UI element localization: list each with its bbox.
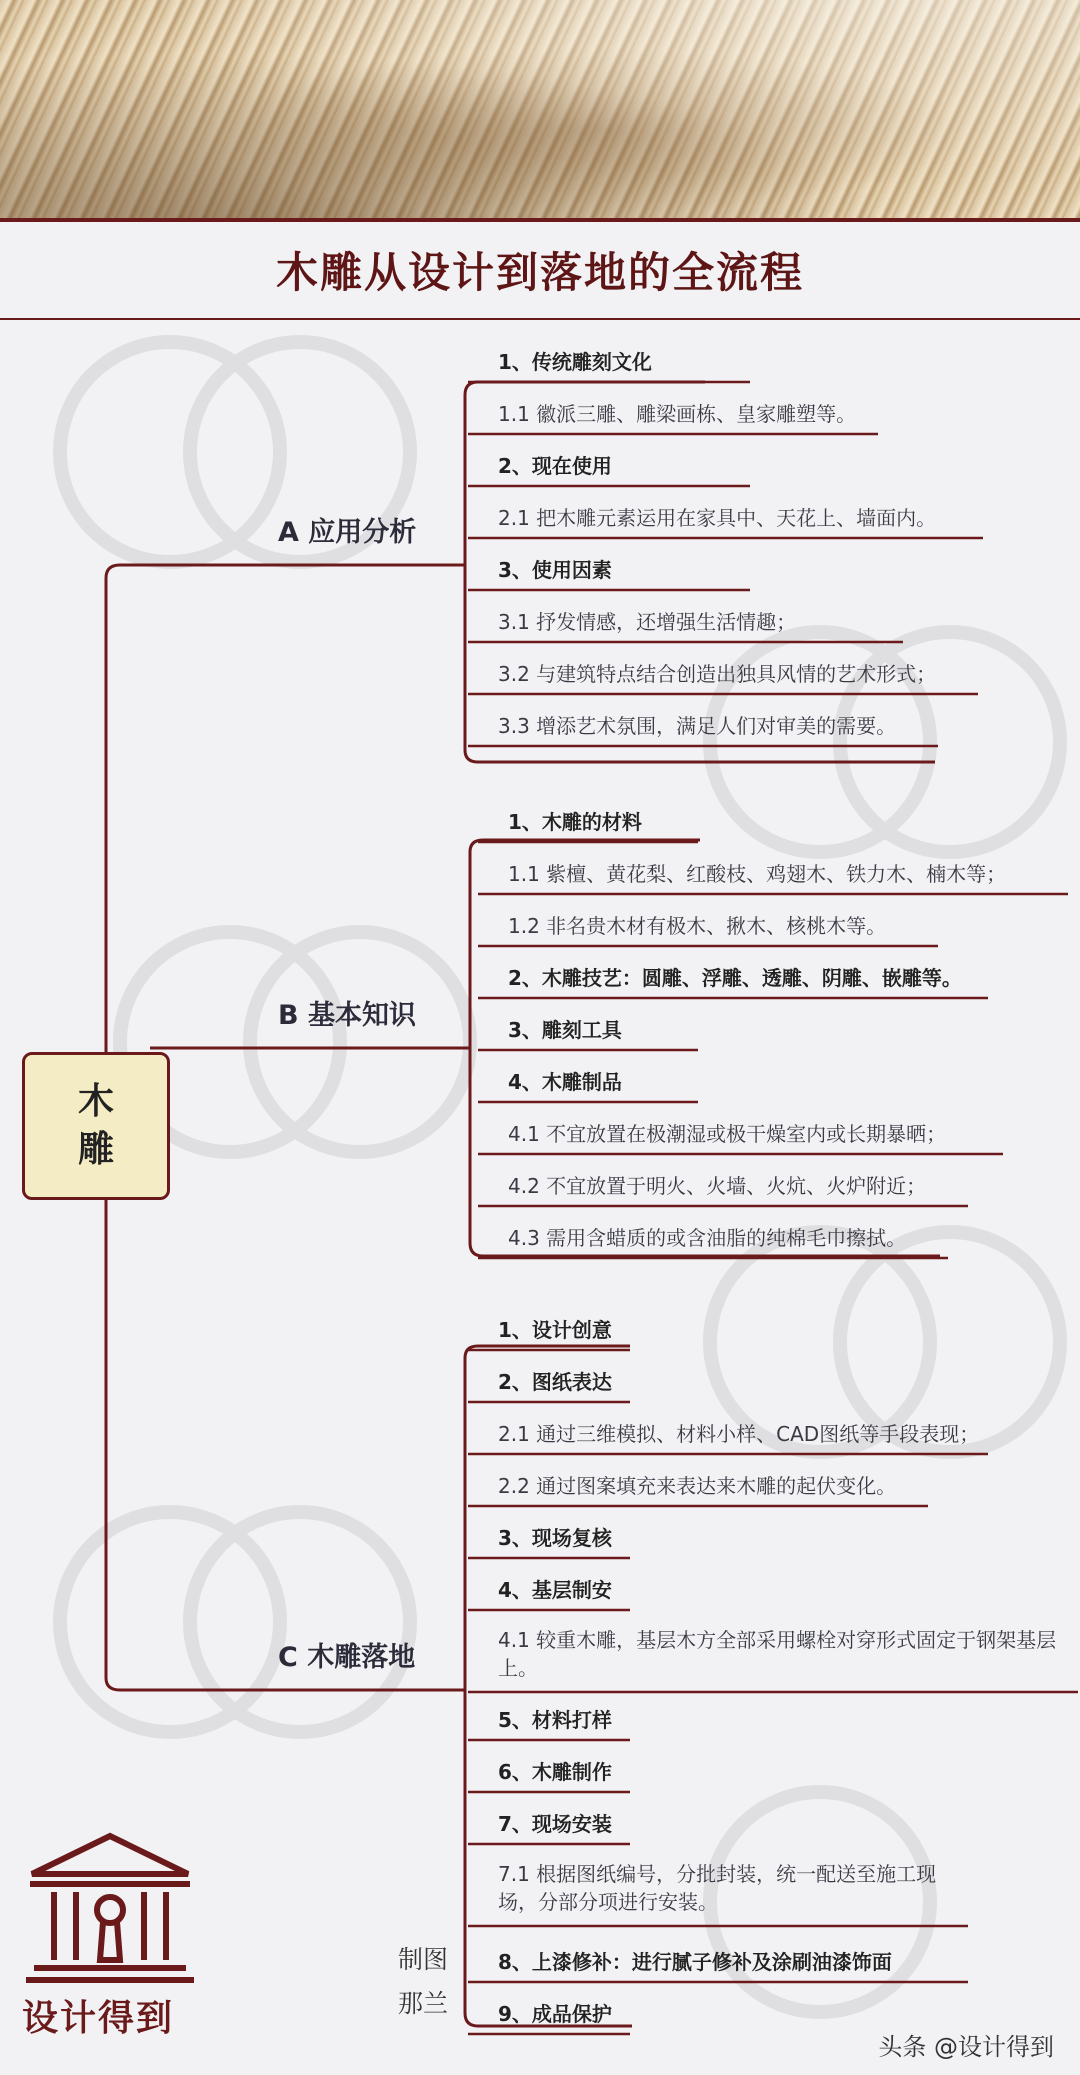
branch-b-item-5: 3、雕刻工具 xyxy=(508,1018,622,1042)
branch-c-label: C 木雕落地 xyxy=(278,1642,416,1673)
footer-source: 头条 @设计得到 xyxy=(878,2033,1054,2061)
root-node-wood-carving xyxy=(22,1052,170,1200)
branch-c-item-3: 2.1 通过三维模拟、材料小样、CAD图纸等手段表现； xyxy=(498,1422,980,1446)
branch-c-item-5: 3、现场复核 xyxy=(498,1526,612,1550)
brand-name: 设计得到 xyxy=(22,1998,175,2039)
branch-b-item-7: 4.1 不宜放置在极潮湿或极干燥室内或长期暴晒； xyxy=(508,1122,947,1146)
branch-a-item-3: 2、现在使用 xyxy=(498,454,612,478)
branch-a-item-8: 3.3 增添艺术氛围，满足人们对审美的需要。 xyxy=(498,714,897,738)
credit-line2: 那兰 xyxy=(398,1989,449,2018)
branch-a-item-1: 1、传统雕刻文化 xyxy=(498,350,652,374)
branch-b-item-8: 4.2 不宜放置于明火、火墙、火炕、火炉附近； xyxy=(508,1174,927,1198)
branch-c-item-10: 7、现场安装 xyxy=(498,1812,612,1836)
page-title: 木雕从设计到落地的全流程 xyxy=(275,248,804,297)
branch-a-item-7: 3.2 与建筑特点结合创造出独具风情的艺术形式； xyxy=(498,662,937,686)
branch-b-item-2: 1.1 紫檀、黄花梨、红酸枝、鸡翅木、铁力木、楠木等； xyxy=(508,862,1007,886)
branch-c-item-9: 6、木雕制作 xyxy=(498,1760,612,1784)
branch-c-item-13: 9、成品保护 xyxy=(498,2002,612,2026)
branch-b-item-6: 4、木雕制品 xyxy=(508,1070,622,1094)
branch-b-item-3: 1.2 非名贵木材有极木、揪木、核桃木等。 xyxy=(508,914,887,938)
branch-c-item-11: 7.1 根据图纸编号，分批封装，统一配送至施工现场，分部分项进行安装。 xyxy=(498,1862,937,1914)
credit-line1: 制图 xyxy=(398,1945,449,1974)
building-keyhole-icon xyxy=(20,1828,200,1988)
branch-c-item-12: 8、上漆修补：进行腻子修补及涂刷油漆饰面 xyxy=(498,1950,892,1974)
branch-b-item-1: 1、木雕的材料 xyxy=(508,810,642,834)
branch-a-item-6: 3.1 抒发情感，还增强生活情趣； xyxy=(498,610,797,634)
branch-c-item-6: 4、基层制安 xyxy=(498,1578,612,1602)
branch-a-item-2: 1.1 徽派三雕、雕梁画栋、皇家雕塑等。 xyxy=(498,402,857,426)
branch-b-label: B 基本知识 xyxy=(278,1000,416,1031)
branch-c-item-1: 1、设计创意 xyxy=(498,1318,612,1342)
root-label-line1: 木 xyxy=(77,1081,114,1122)
branch-c-item-2: 2、图纸表达 xyxy=(498,1370,612,1394)
branch-a-label: A 应用分析 xyxy=(278,517,417,548)
root-label-line2: 雕 xyxy=(77,1129,114,1170)
branch-b-item-9: 4.3 需用含蜡质的或含油脂的纯棉毛巾擦拭。 xyxy=(508,1226,907,1250)
branch-c-item-7: 4.1 较重木雕，基层木方全部采用螺栓对穿形式固定于钢架基层上。 xyxy=(498,1628,1057,1680)
branch-a-item-4: 2.1 把木雕元素运用在家具中、天花上、墙面内。 xyxy=(498,506,937,530)
branch-c-item-4: 2.2 通过图案填充来表达来木雕的起伏变化。 xyxy=(498,1474,897,1498)
branch-c-item-8: 5、材料打样 xyxy=(498,1708,612,1732)
branch-b-item-4: 2、木雕技艺：圆雕、浮雕、透雕、阴雕、嵌雕等。 xyxy=(508,966,962,990)
branch-a-item-5: 3、使用因素 xyxy=(498,558,612,582)
